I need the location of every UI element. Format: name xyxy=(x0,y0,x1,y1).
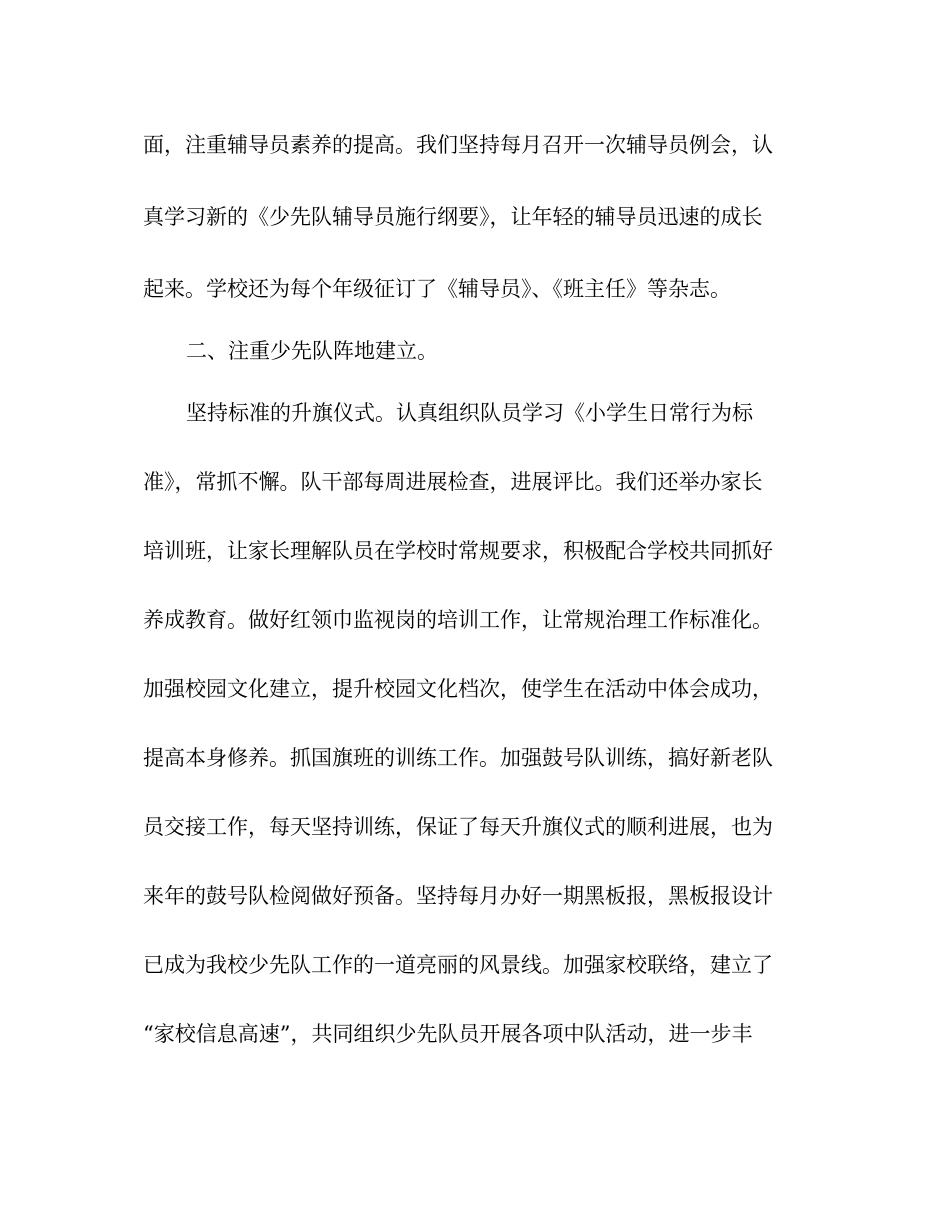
paragraph-line-2: 真学习新的《少先队辅导员施行纲要》，让年轻的辅导员迅速的成长 xyxy=(143,205,763,229)
paragraph-line-9: 加强校园文化建立，提升校园文化档次，使学生在活动中体会成功， xyxy=(143,677,773,701)
paragraph-line-10: 提高本身修养。抓国旗班的训练工作。加强鼓号队训练，搞好新老队 xyxy=(143,746,773,770)
paragraph-line-12: 来年的鼓号队检阅做好预备。坚持每月办好一期黑板报，黑板报设计 xyxy=(143,884,773,908)
paragraph-line-3: 起来。学校还为每个年级征订了《辅导员》、《班主任》等杂志。 xyxy=(143,277,731,301)
paragraph-line-6: 准》，常抓不懈。队干部每周进展检查，进展评比。我们还举办家长 xyxy=(143,470,763,494)
paragraph-line-5: 坚持标准的升旗仪式。认真组织队员学习《小学生日常行为标 xyxy=(186,401,753,425)
paragraph-line-13: 已成为我校少先队工作的一道亮丽的风景线。加强家校联络，建立了 xyxy=(143,953,773,977)
section-heading: 二、注重少先队阵地建立。 xyxy=(186,339,438,363)
paragraph-line-14: “家校信息高速”，共同组织少先队员开展各项中队活动，进一步丰 xyxy=(143,1022,753,1046)
paragraph-line-8: 养成教育。做好红领巾监视岗的培训工作，让常规治理工作标准化。 xyxy=(143,608,773,632)
paragraph-line-1: 面，注重辅导员素养的提高。我们坚持每月召开一次辅导员例会，认 xyxy=(143,133,773,157)
paragraph-line-11: 员交接工作，每天坚持训练，保证了每天升旗仪式的顺利进展，也为 xyxy=(143,815,773,839)
paragraph-line-7: 培训班，让家长理解队员在学校时常规要求，积极配合学校共同抓好 xyxy=(143,539,773,563)
